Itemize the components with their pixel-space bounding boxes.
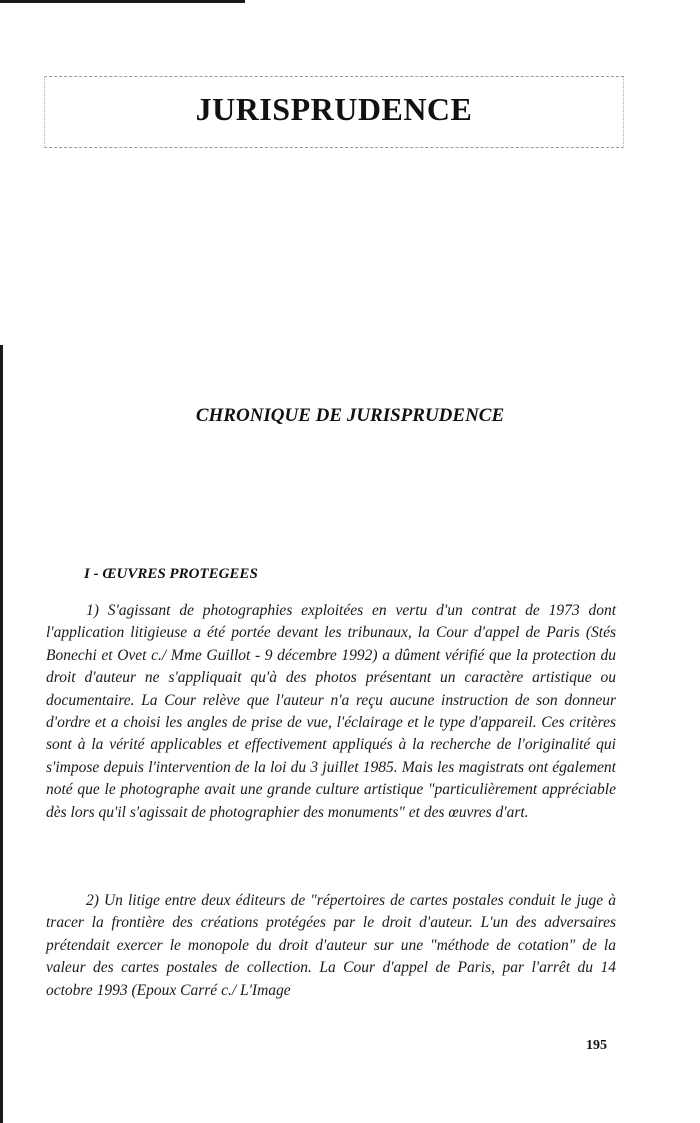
chronicle-title: CHRONIQUE DE JURISPRUDENCE [195, 405, 505, 426]
left-margin-rule [0, 345, 3, 1123]
top-border-rule [0, 0, 245, 3]
section-title: JURISPRUDENCE [195, 91, 473, 127]
page-number: 195 [586, 1038, 607, 1053]
body-paragraph: 1) S'agissant de photographies exploitées en vertu d'un contrat de 1973 dont l'application litigieuse a été portée devant les tribunaux, la Cour d'appel de Paris (Stés Bonechi et Ovet c./ Mme Guillot - 9 décembre 1992) a dûment vérifié que la protection du droit d'auteur ne s'appliquait qu'à des photos présentant un caractère artistique ou documentaire. La Cour relève que l'auteur n'a reçu aucune instruction de son donneur d'ordre et a choisi les angles de prise de vue, l'éclairage et le type d'appareil. Ces critères sont à la vérité applicables et effectivement appliqués à la recherche de l'originalité qui s'impose depuis l'intervention de la loi du 3 juillet 1985. Mais les magistrats ont également noté que le photographe avait une grande culture artistique "particulièrement appréciable dès lors qu'il s'agissait de photographier des monuments" et des œuvres d'art. [46, 602, 616, 821]
part-heading: I - ŒUVRES PROTEGEES [84, 566, 258, 582]
body-paragraph: 2) Un litige entre deux éditeurs de "répertoires de cartes postales conduit le juge à tracer la frontière des créations protégées par le droit d'auteur. L'un des adversaires prétendait exercer le monopole du droit d'auteur sur une "méthode de cotation" de la valeur des cartes postales de collection. La Cour d'appel de Paris, par l'arrêt du 14 octobre 1993 (Epoux Carré c./ L'Image [46, 892, 616, 999]
section-header-box [44, 76, 624, 148]
